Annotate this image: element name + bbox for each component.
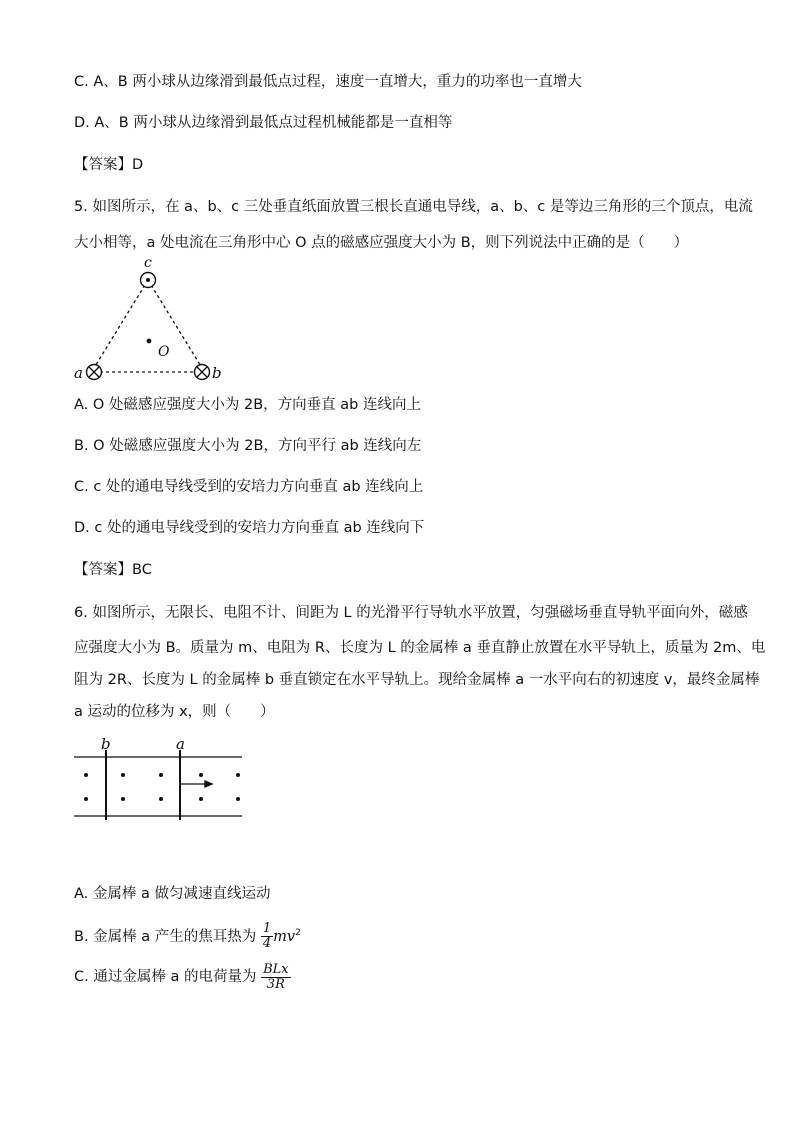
label-a: a: [176, 735, 185, 753]
q6-option-c: [74, 962, 291, 992]
label-b: b: [101, 735, 111, 753]
option-b-text: B. 金属棒 a 产生的焦耳热为: [74, 928, 257, 945]
wire-a-into-page: [87, 365, 102, 380]
q6-stem-line2: 应强度大小为 B。质量为 m、电阻为 R、长度为 L 的金属棒 a 垂直静止放置在水平导轨上，质量为 2m、电: [74, 640, 766, 656]
q5-option-a: A. O 处磁感应强度大小为 2B，方向垂直 ab 连线向上: [74, 397, 421, 413]
q4-option-c: C. A、B 两小球从边缘滑到最低点过程，速度一直增大，重力的功率也一直增大: [74, 74, 582, 90]
label-c: c: [144, 255, 152, 271]
q5-stem-line2: 大小相等，a 处电流在三角形中心 O 点的磁感应强度大小为 B，则下列说法中正确的是（ ）: [74, 235, 689, 251]
q6-rail-figure: [74, 736, 246, 820]
q5-stem-line1: 5. 如图所示，在 a、b、c 三处垂直纸面放置三根长直通电导线，a、b、c 是等边三角形的三个顶点，电流: [74, 199, 753, 215]
fraction-blx-over-3r: $\frac{\text{BLx}}{3R}$: [263, 961, 289, 992]
center-point-o: [147, 339, 152, 344]
q6-stem-line3: 阻为 2R、长度为 L 的金属棒 b 垂直锁定在水平导轨上。现给金属棒 a 一水平向右的初速度 v，最终金属棒: [74, 672, 760, 688]
q6-stem-line1: 6. 如图所示，无限长、电阻不计、间距为 L 的光滑平行导轨水平放置，匀强磁场垂直导轨平面向外，磁感: [74, 605, 748, 621]
label-a: a: [74, 364, 83, 382]
q5-option-c: C. c 处的通电导线受到的安培力方向垂直 ab 连线向上: [74, 479, 424, 495]
q5-option-d: D. c 处的通电导线受到的安培力方向垂直 ab 连线向下: [74, 520, 425, 536]
q4-option-d: D. A、B 两小球从边缘滑到最低点过程机械能都是一直相等: [74, 115, 453, 131]
wire-b-into-page: [195, 365, 210, 380]
q6-option-a: A. 金属棒 a 做匀减速直线运动: [74, 886, 271, 902]
magnetic-field-dots: [84, 773, 240, 801]
velocity-arrow: [181, 781, 212, 787]
label-o: O: [158, 344, 170, 360]
fraction-one-quarter: $\frac{1}{4}$: [262, 921, 272, 952]
triangle-edge-ca: [94, 280, 148, 368]
answer-label: 【答案】: [74, 562, 132, 578]
triangle-edge-cb: [148, 280, 202, 368]
answer-label: 【答案】: [74, 157, 132, 173]
q5-answer: [74, 560, 152, 580]
answer-value: BC: [132, 562, 152, 578]
option-c-text: C. 通过金属棒 a 的电荷量为: [74, 969, 257, 985]
answer-value: D: [132, 157, 144, 173]
q4-answer: [74, 155, 143, 175]
label-b: b: [212, 364, 222, 382]
q6-stem-line4: a 运动的位移为 x，则（ ）: [74, 704, 275, 720]
q6-option-b: B. 金属棒 a 产生的焦耳热为 $\frac{1}{4}$ $mv^2$: [74, 921, 301, 952]
q5-triangle-figure: [70, 255, 240, 385]
q5-option-b: B. O 处磁感应强度大小为 2B，方向平行 ab 连线向左: [74, 438, 422, 454]
